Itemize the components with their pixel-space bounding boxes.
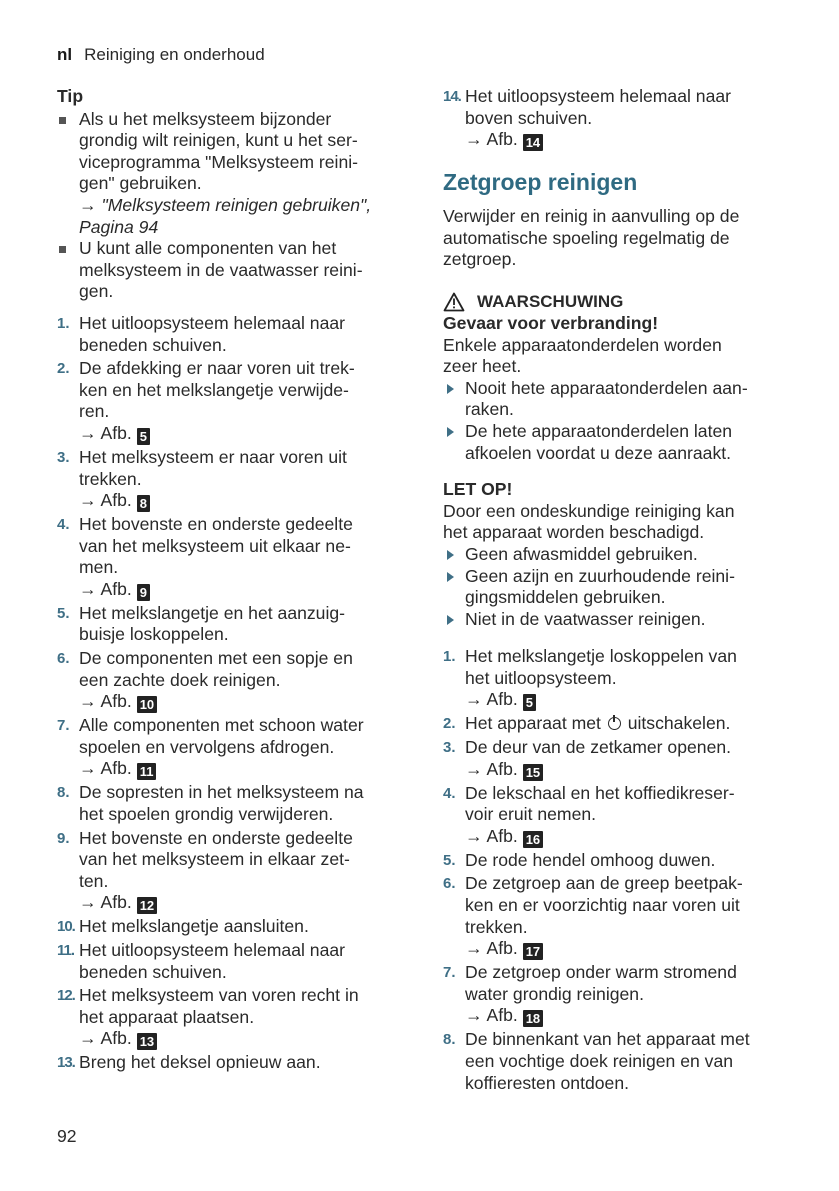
step-number: 11. — [57, 942, 75, 959]
figure-reference — [79, 892, 407, 914]
step-item — [57, 514, 407, 601]
text-line: een zachte doek reinigen. — [79, 669, 281, 690]
figure-reference — [79, 1028, 407, 1050]
afb-label: → Afb. — [79, 691, 132, 712]
step-number: 7. — [57, 717, 70, 735]
header-title: Reiniging en onderhoud — [84, 45, 265, 64]
step-number: 1. — [443, 648, 456, 666]
text-line: gen. — [79, 281, 114, 302]
text-line: buisje loskoppelen. — [79, 624, 229, 645]
figure-reference — [465, 129, 788, 151]
text-line: melksysteem in de vaatwasser reini- — [79, 259, 363, 280]
caution-item — [443, 544, 788, 566]
section-intro — [443, 206, 788, 271]
figure-reference — [465, 826, 788, 848]
figure-badge: 15 — [523, 764, 543, 781]
step-number: 6. — [57, 650, 70, 668]
text-line: Alle componenten met schoon water — [79, 715, 364, 736]
text-line: De zetgroep aan de greep beetpak- — [465, 873, 743, 894]
text-line: Het bovenste en onderste gedeelte — [79, 514, 353, 535]
step-item — [57, 648, 407, 713]
step-item — [57, 782, 407, 825]
text-line: een vochtige doek reinigen en van — [465, 1051, 734, 1071]
text-line: zetgroep. — [443, 249, 517, 270]
page-number: 92 — [57, 1126, 77, 1146]
step-number: 3. — [443, 739, 456, 757]
text-line: van het melksysteem uit elkaar ne- — [79, 535, 351, 556]
text-line: Het uitloopsysteem helemaal naar — [79, 940, 346, 960]
figure-reference — [465, 1005, 788, 1027]
text-line: Het melksysteem van voren recht in — [79, 985, 359, 1006]
figure-badge: 9 — [137, 584, 150, 601]
tip-title: Tip — [57, 86, 84, 106]
text-line: trekken. — [79, 468, 142, 489]
text-line: Door een ondeskundige reiniging kan — [443, 500, 735, 521]
text-line: voir eruit nemen. — [465, 804, 597, 825]
text-line: het apparaat plaatsen. — [79, 1006, 255, 1027]
step-number: 3. — [57, 448, 70, 466]
figure-reference — [79, 691, 407, 713]
afb-label: → Afb. — [465, 825, 518, 846]
step-item — [57, 603, 407, 646]
step-number: 13. — [57, 1054, 75, 1072]
step-number: 1. — [57, 314, 70, 332]
caution-item — [443, 566, 788, 609]
figure-badge: 11 — [137, 763, 157, 780]
figure-reference — [79, 758, 407, 780]
text-line — [465, 713, 788, 735]
text-line: ren. — [79, 401, 110, 422]
step-item — [57, 828, 407, 915]
afb-label: → Afb. — [465, 758, 518, 779]
warning-subtitle: Gevaar voor verbranding! — [443, 312, 659, 333]
text-line: Geen afwasmiddel gebruiken. — [465, 543, 698, 564]
step-item — [443, 737, 788, 781]
text-line: De binnenkant van het apparaat met — [465, 1029, 750, 1050]
text-line: Niet in de vaatwasser reinigen. — [465, 608, 706, 629]
figure-reference — [79, 423, 407, 445]
warning-item — [443, 421, 788, 464]
step-number: 9. — [57, 829, 70, 847]
text-line: automatische spoeling regelmatig de — [443, 227, 730, 248]
figure-badge: 8 — [137, 495, 150, 512]
text-line: Het melkslangetje en het aanzuig- — [79, 602, 346, 623]
text-line: De rode hendel omhoog duwen. — [465, 849, 716, 870]
step-item — [57, 916, 407, 938]
step-item — [443, 850, 788, 872]
step-item — [443, 646, 788, 711]
step-number: 2. — [57, 360, 70, 378]
text-line: viceprogramma "Melksysteem reini- — [79, 151, 359, 172]
step-number: 2. — [443, 715, 456, 733]
step-number: 6. — [443, 875, 456, 893]
text-line: Het uitloopsysteem helemaal naar — [465, 86, 732, 106]
text-line: De zetgroep onder warm stromend — [465, 962, 737, 983]
step-number: 7. — [443, 964, 456, 982]
figure-reference — [465, 759, 788, 781]
step-number: 5. — [443, 851, 456, 869]
text-line: De componenten met een sopje en — [79, 648, 353, 669]
text-line: boven schuiven. — [465, 107, 593, 128]
text-line: gingsmiddelen gebruiken. — [465, 587, 666, 608]
afb-label: → Afb. — [79, 422, 132, 443]
step-number: 8. — [443, 1031, 456, 1049]
figure-reference — [79, 490, 407, 512]
step-number: 10. — [57, 918, 75, 936]
text-line: afkoelen voordat u deze aanraakt. — [465, 442, 732, 463]
warning-heading — [443, 291, 788, 313]
text-line: grondig wilt reinigen, kunt u het ser- — [79, 130, 358, 151]
afb-label: → Afb. — [465, 129, 518, 150]
figure-badge: 10 — [137, 696, 157, 713]
right-column — [443, 86, 788, 1094]
figure-badge: 14 — [523, 134, 543, 151]
text-line: trekken. — [465, 916, 528, 937]
figure-badge: 12 — [137, 897, 157, 914]
step-item — [443, 713, 788, 735]
warning-triangle-icon — [443, 292, 465, 312]
step-item — [443, 873, 788, 960]
power-icon — [608, 717, 621, 730]
text-line: U kunt alle componenten van het — [79, 238, 337, 259]
text-line: Het melksysteem er naar voren uit — [79, 446, 347, 467]
text-line: het apparaat worden beschadigd. — [443, 522, 705, 543]
language-code: nl — [57, 45, 73, 64]
step-number: 14. — [443, 88, 461, 105]
text-line: spoelen en vervolgens afdrogen. — [79, 736, 335, 757]
text-line: Het melkslangetje aansluiten. — [79, 916, 309, 937]
text-line: De sopresten in het melksysteem na — [79, 782, 364, 803]
step-number: 5. — [57, 604, 70, 622]
step-item — [57, 447, 407, 512]
text-line: water grondig reinigen. — [465, 983, 644, 1004]
afb-label: → Afb. — [79, 490, 132, 511]
text-line: raken. — [465, 399, 514, 420]
step-item — [57, 715, 407, 780]
text-line: Nooit hete apparaatonderdelen aan- — [465, 377, 748, 398]
figure-reference — [465, 689, 788, 711]
figure-reference — [465, 938, 788, 960]
afb-label: → Afb. — [79, 892, 132, 913]
afb-label: → Afb. — [79, 758, 132, 779]
step-item — [57, 358, 407, 445]
afb-label: → Afb. — [79, 578, 132, 599]
afb-label: → Afb. — [465, 689, 518, 710]
warning-label: WAARSCHUWING — [477, 291, 624, 311]
figure-badge: 5 — [523, 694, 536, 711]
step-number: 4. — [57, 516, 70, 534]
cross-reference-link[interactable]: → "Melksysteem reinigen gebruiken", — [79, 194, 372, 215]
cross-reference-page[interactable]: Pagina 94 — [79, 216, 159, 237]
step-item — [57, 1052, 407, 1074]
caution-item — [443, 609, 788, 631]
figure-badge: 18 — [523, 1010, 543, 1027]
text-line: Verwijder en reinig in aanvulling op de — [443, 206, 740, 227]
step-item — [443, 1029, 788, 1094]
step-item — [443, 86, 788, 151]
running-header — [57, 45, 265, 65]
figure-badge: 16 — [523, 831, 543, 848]
text-fragment: Het apparaat met — [465, 713, 606, 734]
text-line: Enkele apparaatonderdelen worden — [443, 334, 722, 355]
text-line: Als u het melksysteem bijzonder — [79, 108, 332, 129]
step-item — [443, 783, 788, 848]
step-item — [57, 313, 407, 356]
text-line: De hete apparaatonderdelen laten — [465, 420, 733, 441]
afb-label: → Afb. — [79, 1028, 132, 1049]
text-line: Het bovenste en onderste gedeelte — [79, 827, 353, 848]
text-line: van het melksysteem in elkaar zet- — [79, 849, 350, 870]
step-number: 8. — [57, 784, 70, 802]
afb-label: → Afb. — [465, 1005, 518, 1026]
step-item — [57, 940, 407, 983]
text-line: Het melkslangetje loskoppelen van — [465, 646, 737, 667]
text-line: beneden schuiven. — [79, 334, 227, 355]
text-line: beneden schuiven. — [79, 961, 227, 982]
left-column — [57, 86, 407, 1074]
text-line: zeer heet. — [443, 356, 522, 377]
text-line: koffieresten ontdoen. — [465, 1072, 630, 1093]
figure-badge: 5 — [137, 428, 150, 445]
warning-item — [443, 378, 788, 421]
text-line: De lekschaal en het koffiedikreser- — [465, 782, 735, 803]
text-line: ten. — [79, 870, 109, 891]
figure-reference — [79, 579, 407, 601]
tip-item — [57, 238, 407, 303]
text-line: De afdekking er naar voren uit trek- — [79, 358, 355, 379]
text-line: Breng het deksel opnieuw aan. — [79, 1052, 321, 1073]
text-line: Het uitloopsysteem helemaal naar — [79, 312, 346, 333]
text-line: De deur van de zetkamer openen. — [465, 737, 732, 758]
text-line: Geen azijn en zuurhoudende reini- — [465, 565, 735, 586]
step-number: 4. — [443, 784, 456, 802]
step-number: 12. — [57, 987, 75, 1005]
figure-badge: 17 — [523, 943, 543, 960]
step-item — [443, 962, 788, 1027]
text-line: het uitloopsysteem. — [465, 667, 617, 688]
figure-badge: 13 — [137, 1033, 157, 1050]
step-item — [57, 985, 407, 1050]
text-fragment: uitschakelen. — [622, 713, 731, 734]
text-line: men. — [79, 557, 119, 578]
afb-label: → Afb. — [465, 938, 518, 959]
text-line: ken en het melkslangetje verwijde- — [79, 379, 349, 400]
caution-label: LET OP! — [443, 479, 513, 500]
text-line: gen" gebruiken. — [79, 173, 202, 194]
tip-item — [57, 109, 407, 239]
text-line: ken en er voorzichtig naar voren uit — [465, 895, 740, 916]
text-line: het spoelen grondig verwijderen. — [79, 804, 334, 825]
section-title: Zetgroep reinigen — [443, 169, 638, 196]
